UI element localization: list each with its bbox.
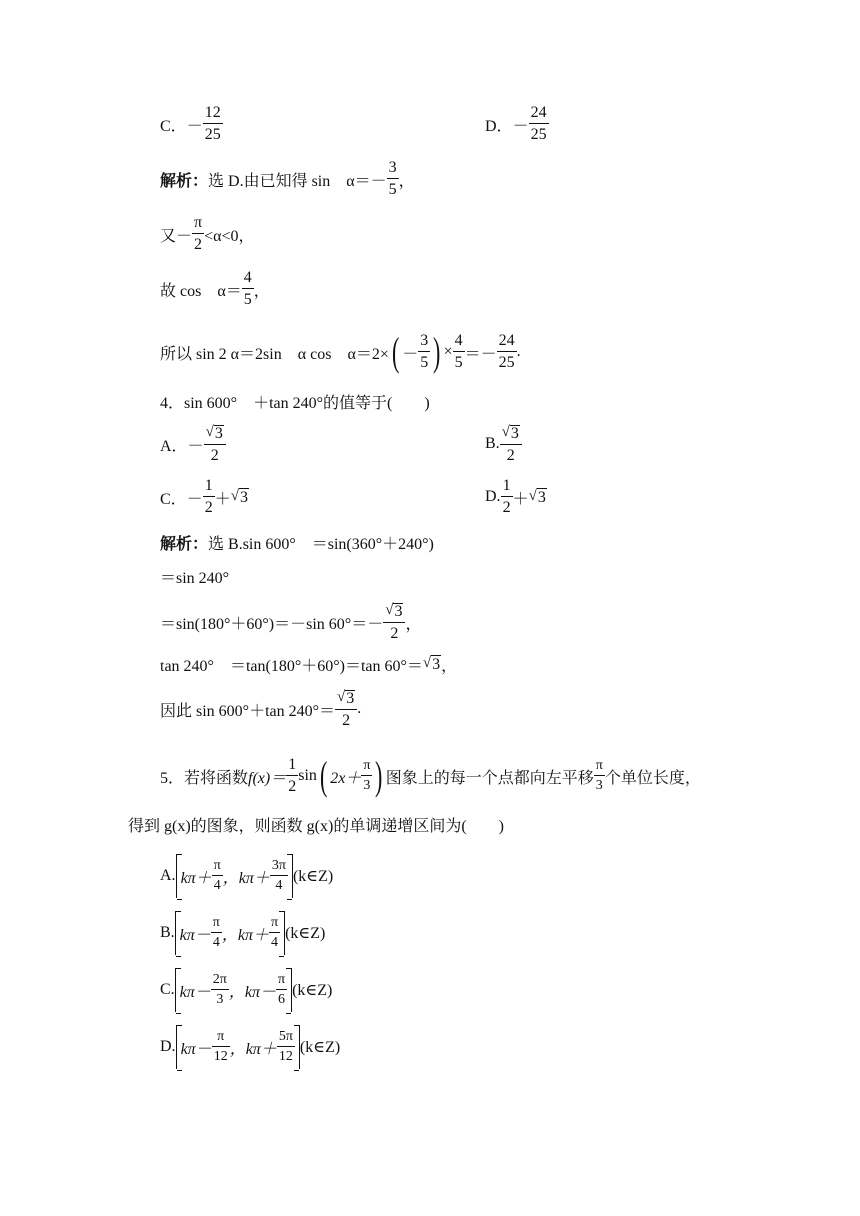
q5-stem-line-1 — [160, 752, 701, 800]
solution-label: 解析： — [160, 172, 209, 190]
solution-text: 故 cos α＝ — [160, 282, 242, 300]
question-text: 4．sin 600° ＋tan 240°的值等于( ) — [160, 394, 430, 412]
punct: . — [357, 700, 362, 717]
fraction: $\frac{3\pi}{4}$ — [271, 858, 286, 893]
minus-sign: － — [402, 345, 419, 363]
interval-brackets — [176, 1025, 300, 1069]
fraction: $\frac{3}{5}$ — [388, 159, 397, 198]
fraction: $\frac{24}{25}$ — [498, 332, 515, 371]
fraction: $\frac{\pi}{2}$ — [194, 214, 203, 253]
fraction: $\frac{\pi}{6}$ — [278, 972, 286, 1007]
expr: kπ－ — [179, 926, 211, 944]
fraction: $\frac{4}{5}$ — [243, 269, 252, 308]
question-text: 图象上的每一个点都向左平移 — [385, 769, 594, 787]
q4-solution-line-2 — [160, 552, 229, 600]
fraction: $\frac{\pi}{4}$ — [271, 915, 279, 950]
expr: ，kπ－ — [228, 983, 276, 1001]
option-label: B. — [485, 435, 500, 452]
expr: ，kπ＋ — [222, 869, 270, 887]
function-name: f(x)＝ — [248, 769, 287, 787]
minus-sign: － — [186, 490, 203, 508]
fraction: √ 3 2 — [384, 602, 404, 642]
domain-note: (k∈Z) — [299, 1039, 341, 1056]
times-sign: × — [443, 343, 453, 360]
solution-text: ＝sin(180°＋60°)＝－sin 60°＝－ — [160, 615, 384, 633]
interval-brackets — [176, 854, 293, 898]
domain-note: (k∈Z) — [292, 982, 333, 999]
fraction: √ 3 2 — [336, 689, 356, 729]
solution-text: tan 240° ＝tan(180°＋60°)＝tan 60°＝ — [160, 657, 423, 675]
solution-text: 因此 sin 600°＋tan 240°＝ — [160, 702, 336, 720]
fraction: $\frac{12}{25}$ — [204, 104, 221, 143]
q4-option-a[interactable] — [160, 420, 226, 468]
q5-option-a[interactable] — [160, 852, 333, 900]
q4-solution-line-4 — [160, 640, 457, 688]
fraction: $\frac{\pi}{4}$ — [212, 915, 220, 950]
paren-group: ( － $\frac{3}{5}$ ) — [391, 329, 441, 374]
question-text: 得到 g(x)的图象，则函数 g(x)的单调递增区间为( ) — [128, 817, 504, 835]
solution-text: 所以 sin 2 α＝2sin α cos α＝2× — [160, 345, 389, 363]
paren-group: ( 2x＋ $\frac{\pi}{3}$ ) — [319, 753, 383, 798]
punct: ， — [398, 172, 415, 190]
punct: ， — [441, 657, 458, 675]
option-label: A. — [160, 867, 176, 884]
solution-text: 选 D.由已知得 sin α＝－ — [208, 172, 387, 190]
fraction: $\frac{1}{2}$ — [288, 756, 297, 795]
fraction: $\frac{4}{5}$ — [454, 332, 463, 371]
q3-solution-line-1 — [160, 155, 415, 203]
equals: ＝－ — [464, 345, 497, 363]
interval-brackets — [175, 911, 285, 955]
fraction: $\frac{24}{25}$ — [530, 104, 547, 143]
q5-option-d[interactable] — [160, 1023, 340, 1071]
punct: ， — [253, 282, 270, 300]
fraction: $\frac{\pi}{3}$ — [595, 758, 603, 793]
q5-option-c[interactable] — [160, 966, 332, 1014]
q4-option-b[interactable] — [485, 420, 522, 468]
q5-stem-line-2 — [128, 800, 504, 848]
q4-solution-line-3 — [160, 598, 421, 646]
q3-option-c[interactable] — [160, 100, 223, 148]
q3-option-d[interactable] — [485, 100, 549, 148]
plus-sign: ＋ — [214, 490, 231, 508]
option-label: D. — [160, 1038, 176, 1055]
fraction: $\frac{1}{2}$ — [204, 477, 213, 516]
plus-sign: ＋ — [512, 490, 529, 508]
fraction: $\frac{\pi}{4}$ — [213, 858, 221, 893]
minus-sign: － — [512, 117, 529, 135]
q3-solution-line-2 — [160, 210, 255, 258]
option-label: D. — [485, 488, 501, 505]
question-text: 5．若将函数 — [160, 769, 249, 787]
expr: kπ－ — [180, 1040, 212, 1058]
minus-sign: － — [187, 437, 204, 455]
punct: . — [516, 343, 521, 360]
q4-option-c[interactable] — [160, 473, 249, 521]
expr: ，kπ＋ — [229, 1040, 277, 1058]
expr: ，kπ＋ — [221, 926, 269, 944]
domain-note: (k∈Z) — [292, 868, 334, 885]
option-label: C. — [160, 981, 175, 998]
q3-solution-line-4 — [160, 328, 521, 376]
option-label: B. — [160, 924, 175, 941]
sqrt: √ 3 — [422, 654, 441, 673]
fraction: √ 3 2 — [205, 424, 225, 464]
fraction: √ 3 2 — [501, 424, 521, 464]
q4-solution-line-5 — [160, 685, 361, 733]
q4-option-d[interactable] — [485, 473, 547, 521]
question-text: 个单位长度， — [604, 769, 701, 787]
expr: kπ＋ — [180, 869, 212, 887]
option-label: A． — [160, 437, 188, 455]
domain-note: (k∈Z) — [285, 925, 326, 942]
sqrt: √ 3 — [528, 487, 546, 506]
expr: kπ－ — [179, 983, 211, 1001]
solution-text: ＝sin 240° — [160, 569, 230, 587]
sqrt: √ 3 — [230, 487, 248, 506]
option-label: D． — [485, 117, 513, 135]
sin-text: sin — [298, 767, 317, 784]
fraction: $\frac{2\pi}{3}$ — [212, 972, 227, 1007]
option-label: C． — [160, 490, 187, 508]
option-label: C． — [160, 117, 187, 135]
solution-label: 解析： — [160, 535, 209, 553]
fraction: $\frac{\pi}{3}$ — [363, 758, 371, 793]
fraction: $\frac{1}{2}$ — [502, 477, 511, 516]
fraction: $\frac{5\pi}{12}$ — [278, 1029, 293, 1064]
q3-solution-line-3 — [160, 265, 270, 313]
solution-text: <α<0， — [204, 227, 255, 245]
inner-expression: 2x＋ — [330, 769, 362, 787]
fraction: $\frac{\pi}{12}$ — [213, 1029, 228, 1064]
interval-brackets — [175, 968, 292, 1012]
punct: ， — [405, 615, 422, 633]
q5-option-b[interactable] — [160, 909, 325, 957]
minus-sign: － — [186, 117, 203, 135]
q4-stem — [160, 377, 430, 425]
solution-text: 又－ — [160, 227, 193, 245]
fraction: $\frac{3}{5}$ — [420, 332, 429, 371]
solution-text: 选 B.sin 600° ＝sin(360°＋240°) — [208, 535, 434, 553]
